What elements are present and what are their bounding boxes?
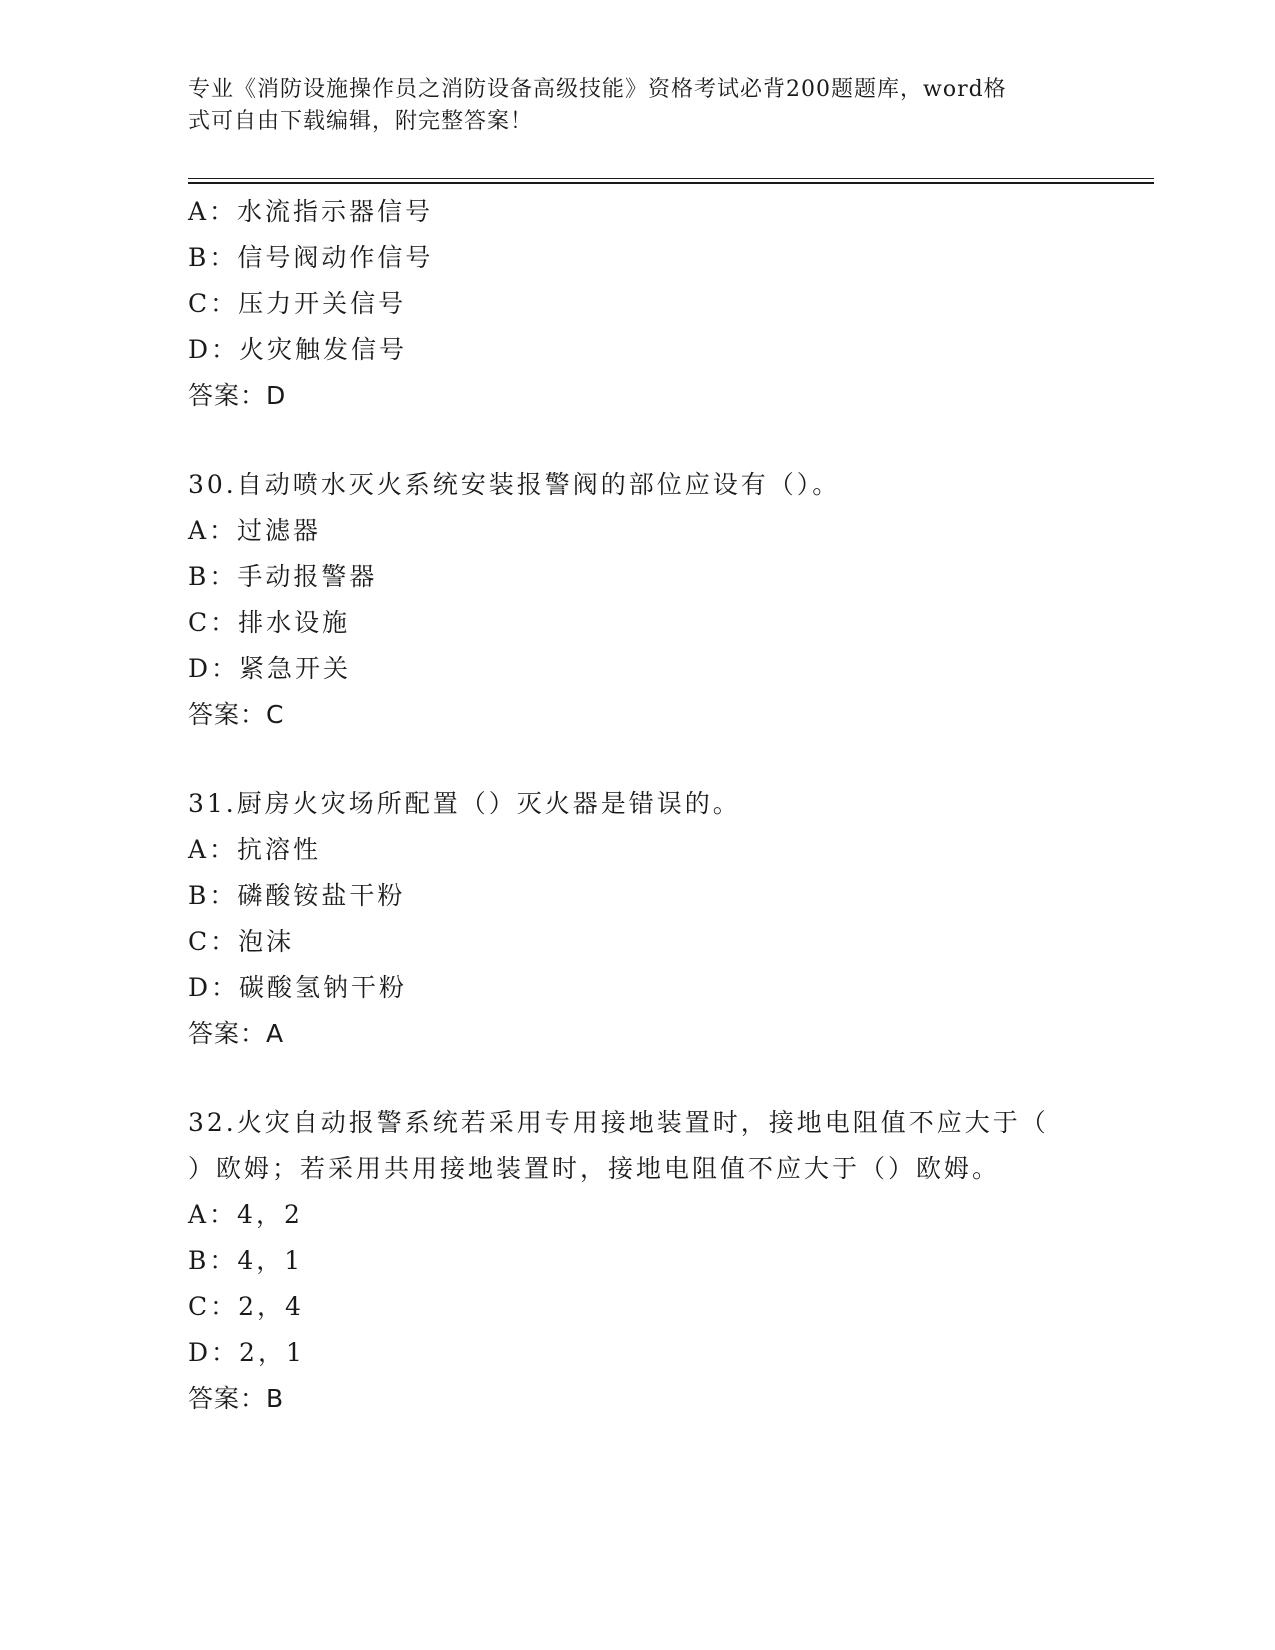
question-text-line-2: ）欧姆；若采用共用接地装置时，接地电阻值不应大于（）欧姆。 bbox=[188, 1154, 1001, 1183]
question-block-30 bbox=[188, 462, 1088, 738]
option-b: B：4，1 bbox=[188, 1246, 304, 1275]
header-divider-thin bbox=[188, 178, 1154, 179]
option-b: B：手动报警器 bbox=[188, 562, 378, 591]
question-block-29 bbox=[188, 189, 1088, 419]
option-c: C：2，4 bbox=[188, 1292, 304, 1321]
option-a: A：抗溶性 bbox=[188, 835, 322, 864]
answer-line: 答案：C bbox=[188, 700, 285, 729]
question-block-31 bbox=[188, 781, 1088, 1057]
header-line-1: 专业《消防设施操作员之消防设备高级技能》资格考试必背200题题库，word格 bbox=[188, 77, 1007, 102]
header-line-2: 式可自由下载编辑，附完整答案！ bbox=[188, 109, 534, 134]
option-d: D：2，1 bbox=[188, 1338, 305, 1367]
option-a: A：过滤器 bbox=[188, 516, 322, 545]
option-b: B：磷酸铵盐干粉 bbox=[188, 881, 406, 910]
answer-line: 答案：A bbox=[188, 1019, 285, 1048]
option-c: C：排水设施 bbox=[188, 608, 351, 637]
question-text-line-1: 32.火灾自动报警系统若采用专用接地装置时，接地电阻值不应大于（ bbox=[188, 1108, 1049, 1137]
option-d: D：紧急开关 bbox=[188, 654, 352, 683]
option-c: C：泡沫 bbox=[188, 927, 295, 956]
document-header bbox=[188, 74, 1068, 138]
question-text: 30.自动喷水灭火系统安装报警阀的部位应设有（）。 bbox=[188, 470, 841, 499]
option-a: A：4，2 bbox=[188, 1200, 303, 1229]
option-a: A：水流指示器信号 bbox=[188, 197, 434, 226]
question-text: 31.厨房火灾场所配置（）灭火器是错误的。 bbox=[188, 789, 741, 818]
question-list bbox=[188, 189, 1088, 1422]
answer-line: 答案：B bbox=[188, 1384, 285, 1413]
option-c: C：压力开关信号 bbox=[188, 289, 407, 318]
option-d: D：火灾触发信号 bbox=[188, 335, 408, 364]
question-block-32 bbox=[188, 1100, 1088, 1422]
option-b: B：信号阀动作信号 bbox=[188, 243, 434, 272]
answer-line: 答案：D bbox=[188, 381, 287, 410]
header-divider-thick bbox=[188, 182, 1154, 184]
option-d: D：碳酸氢钠干粉 bbox=[188, 973, 408, 1002]
